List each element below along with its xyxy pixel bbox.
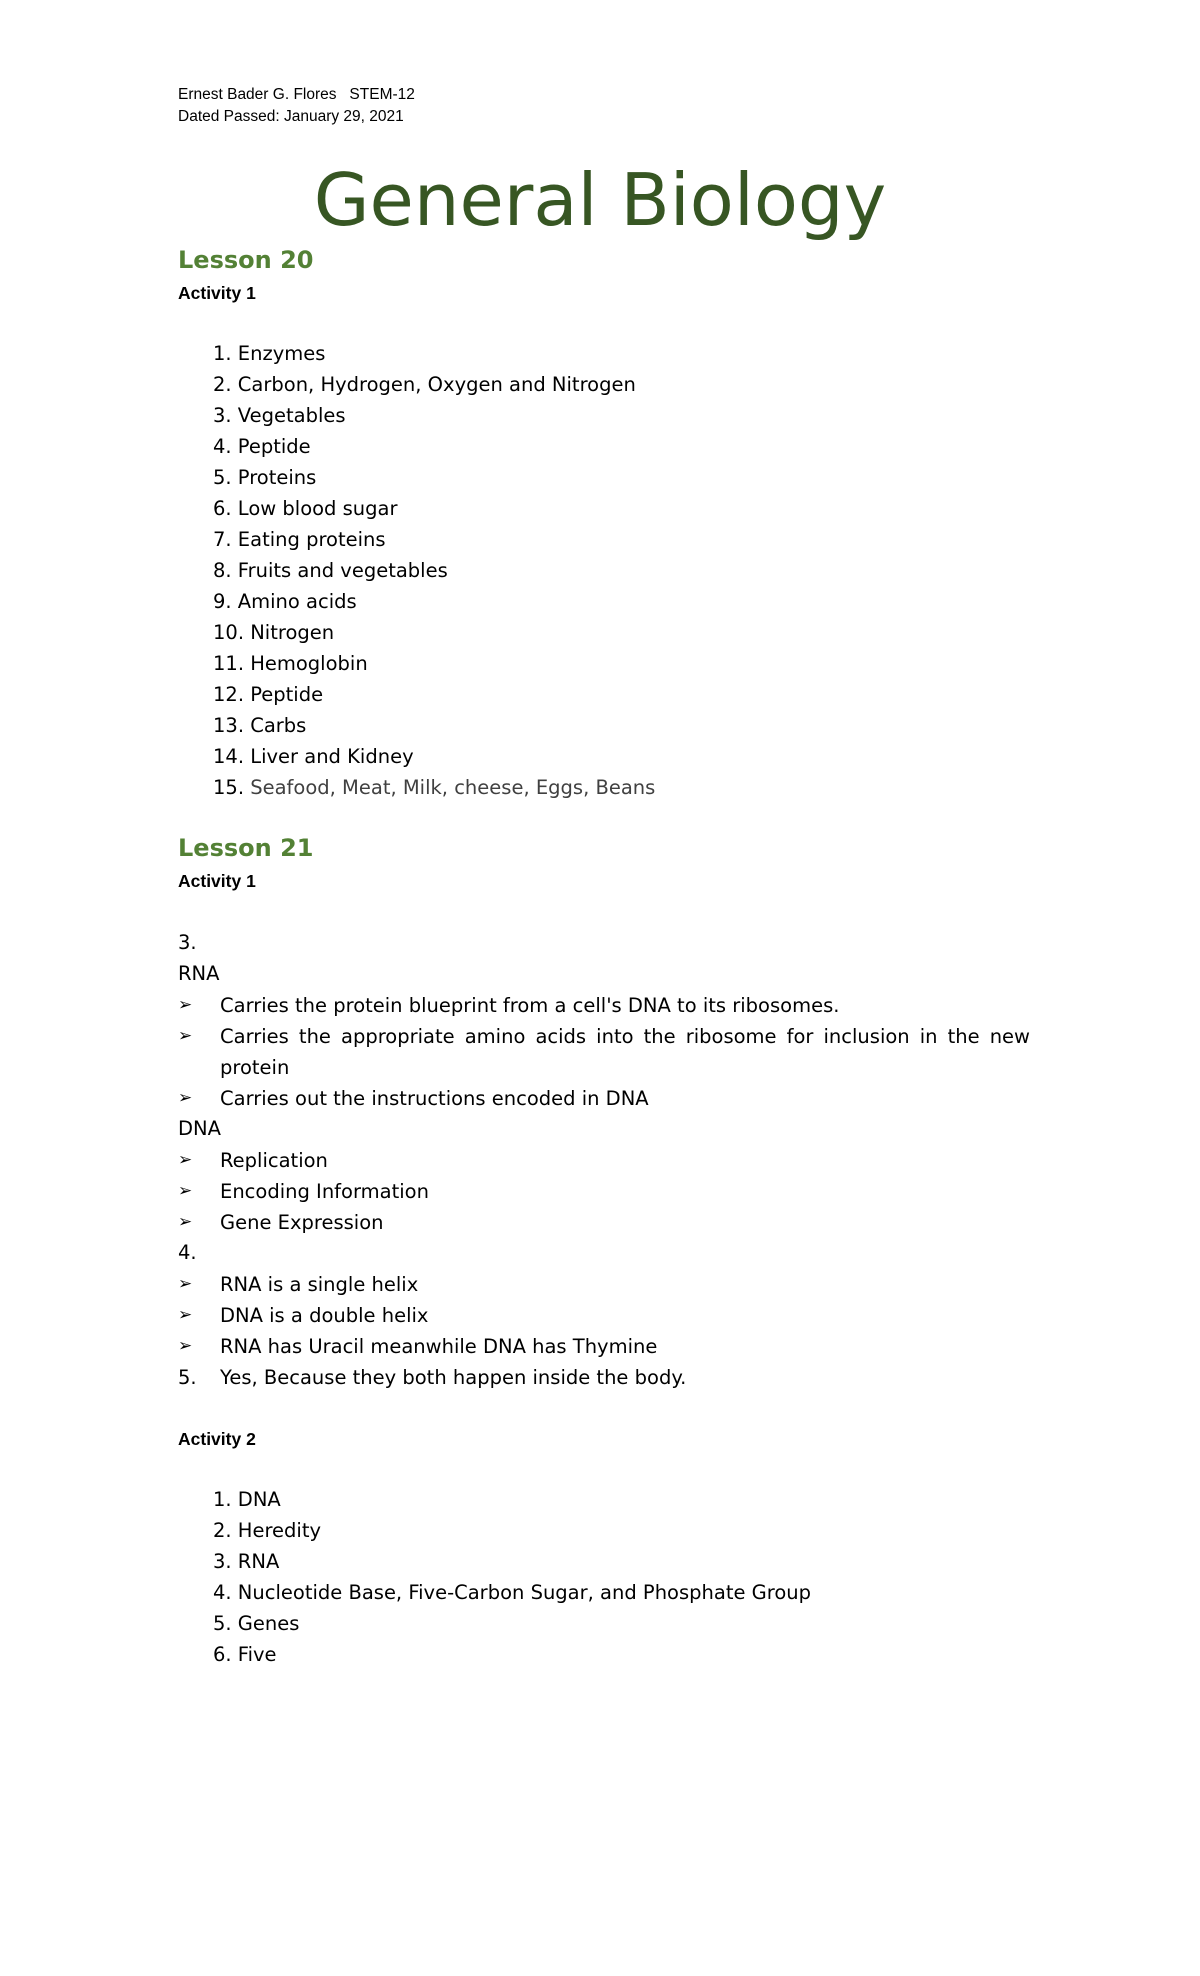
bullet-item: ➢ RNA has Uracil meanwhile DNA has Thymine xyxy=(178,1331,1030,1362)
question-5 xyxy=(178,1362,1030,1393)
list-item: 14. Liver and Kidney xyxy=(213,745,414,768)
arrowhead-bullet-icon: ➢ xyxy=(178,1150,193,1170)
arrowhead-bullet-icon: ➢ xyxy=(178,1181,193,1201)
bullet-item: ➢ Encoding Information xyxy=(178,1176,1030,1207)
lesson-21-activity-2-heading: Activity 2 xyxy=(178,1429,256,1449)
lesson-21-activity-1-heading: Activity 1 xyxy=(178,871,256,891)
question-3-number: 3. xyxy=(178,931,197,954)
list-item: 7. Eating proteins xyxy=(213,528,386,551)
document-title: General Biology xyxy=(313,158,887,242)
list-item: 11. Hemoglobin xyxy=(213,652,368,675)
list-item: 2. Carbon, Hydrogen, Oxygen and Nitrogen xyxy=(213,373,636,396)
question-5-answer: Yes, Because they both happen inside the body. xyxy=(220,1366,687,1389)
dna-label: DNA xyxy=(178,1117,221,1140)
author-line: Ernest Bader G. Flores STEM-12 xyxy=(178,86,415,103)
list-item: 6. Low blood sugar xyxy=(213,497,398,520)
list-item xyxy=(213,776,655,800)
list-item: 3. RNA xyxy=(213,1550,280,1573)
list-item: 5. Proteins xyxy=(213,466,317,489)
lesson-20-activity-1-heading: Activity 1 xyxy=(178,283,256,303)
bullet-item: ➢ DNA is a double helix xyxy=(178,1300,1030,1331)
list-item: 1. Enzymes xyxy=(213,342,326,365)
list-item: 4. Peptide xyxy=(213,435,311,458)
question-5-number: 5. xyxy=(178,1366,197,1389)
list-item-text: Seafood, Meat, Milk, cheese, Eggs, Beans xyxy=(250,776,656,799)
bullet-item: ➢ Carries the protein blueprint from a cell's DNA to its ribosomes. xyxy=(178,990,1030,1021)
list-item: 8. Fruits and vegetables xyxy=(213,559,448,582)
bullet-item: ➢ Carries out the instructions encoded in DNA xyxy=(178,1083,1030,1114)
list-item-number: 15. xyxy=(213,776,245,799)
arrowhead-bullet-icon: ➢ xyxy=(178,1212,193,1232)
bullet-item: ➢ Gene Expression xyxy=(178,1207,1030,1238)
list-item: 1. DNA xyxy=(213,1488,281,1511)
bullet-item: ➢ RNA is a single helix xyxy=(178,1269,1030,1300)
rna-label: RNA xyxy=(178,962,220,985)
lesson-20-heading: Lesson 20 xyxy=(178,246,314,274)
list-item: 9. Amino acids xyxy=(213,590,357,613)
arrowhead-bullet-icon: ➢ xyxy=(178,1274,193,1294)
arrowhead-bullet-icon: ➢ xyxy=(178,1026,193,1046)
question-4-number: 4. xyxy=(178,1241,197,1264)
bullet-item: ➢ Carries the appropriate amino acids into the ribosome for inclusion in the new protein xyxy=(178,1021,1030,1083)
list-item: 13. Carbs xyxy=(213,714,307,737)
list-item: 12. Peptide xyxy=(213,683,324,706)
lesson-21-heading: Lesson 21 xyxy=(178,834,314,862)
list-item: 6. Five xyxy=(213,1643,277,1666)
arrowhead-bullet-icon: ➢ xyxy=(178,1305,193,1325)
date-line: Dated Passed: January 29, 2021 xyxy=(178,108,404,125)
list-item: 10. Nitrogen xyxy=(213,621,335,644)
list-item: 4. Nucleotide Base, Five-Carbon Sugar, and Phosphate Group xyxy=(213,1581,812,1604)
bullet-item: ➢ Replication xyxy=(178,1145,1030,1176)
list-item: 2. Heredity xyxy=(213,1519,322,1542)
list-item: 3. Vegetables xyxy=(213,404,346,427)
list-item: 5. Genes xyxy=(213,1612,300,1635)
arrowhead-bullet-icon: ➢ xyxy=(178,995,193,1015)
arrowhead-bullet-icon: ➢ xyxy=(178,1336,193,1356)
arrowhead-bullet-icon: ➢ xyxy=(178,1088,193,1108)
